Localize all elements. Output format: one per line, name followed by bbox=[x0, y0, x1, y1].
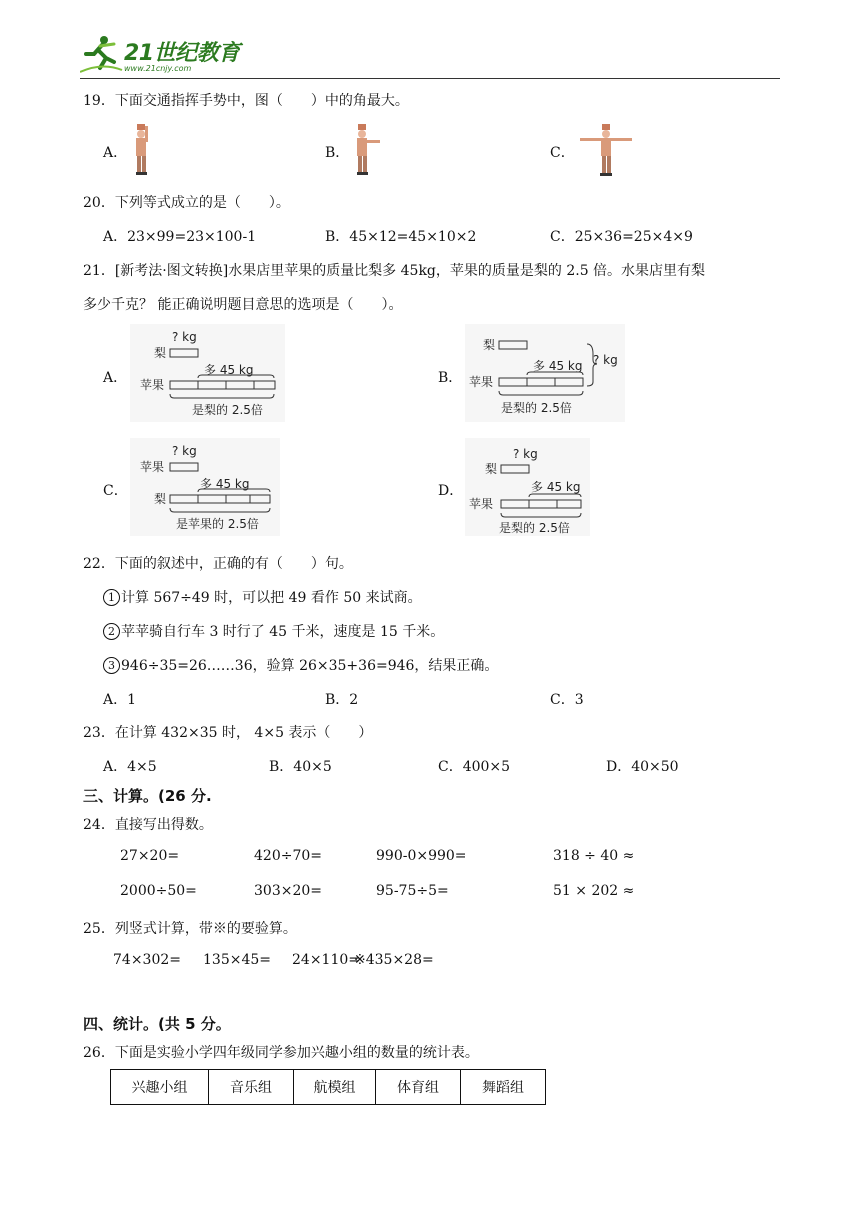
officer-c-icon bbox=[578, 124, 634, 178]
section-3-title: 三、计算。(26 分. bbox=[83, 787, 212, 805]
q22-item-1 bbox=[103, 587, 422, 607]
officer-b-icon bbox=[352, 124, 382, 176]
fig-c-more-label: 多 45 kg bbox=[200, 477, 250, 491]
fig-a-bottom-label: 苹果 bbox=[140, 378, 165, 392]
q22-option-b: B．2 bbox=[325, 692, 359, 708]
table-header-cell: 舞蹈组 bbox=[461, 1070, 546, 1105]
q24-r2-c3: 95-75÷5= bbox=[376, 883, 449, 899]
q21-option-b: B． bbox=[438, 370, 463, 386]
q21-figure-d bbox=[465, 438, 590, 536]
q19-option-b: B． bbox=[325, 145, 350, 161]
q22-item-text: 946÷35=26……36，验算 26×35+36=946，结果正确。 bbox=[121, 658, 499, 674]
header-divider bbox=[80, 78, 780, 79]
q21-figure-b bbox=[465, 324, 625, 422]
q23-stem: 23．在计算 432×35 时， 4×5 表示（ ） bbox=[83, 725, 373, 741]
fig-b-more-label: 多 45 kg bbox=[533, 359, 583, 373]
q24-r2-c2: 303×20= bbox=[254, 883, 322, 899]
table-header-cell: 体育组 bbox=[376, 1070, 461, 1105]
section-4-title: 四、统计。(共 5 分。 bbox=[83, 1015, 231, 1033]
table-row bbox=[111, 1070, 546, 1105]
q21-stem-line1: 21．[新考法·图文转换]水果店里苹果的质量比梨多 45kg，苹果的质量是梨的 2.5 倍。水果店里有梨 bbox=[83, 263, 706, 279]
q20-option-a: A．23×99=23×100-1 bbox=[103, 229, 257, 245]
fig-c-qkg: ? kg bbox=[172, 444, 197, 458]
fig-b-bottom-label: 苹果 bbox=[469, 375, 494, 389]
q22-item-text: 苹苹骑自行车 3 时行了 45 千米，速度是 15 千米。 bbox=[121, 624, 445, 640]
q20-option-c: C．25×36=25×4×9 bbox=[550, 229, 693, 245]
fig-b-times-label: 是梨的 2.5倍 bbox=[501, 401, 572, 415]
table-header-cell: 音乐组 bbox=[209, 1070, 294, 1105]
q25-item-4: ※435×28= bbox=[354, 952, 434, 968]
fig-a-times-label: 是梨的 2.5倍 bbox=[192, 403, 263, 417]
q19-stem: 19．下面交通指挥手势中，图（ ）中的角最大。 bbox=[83, 93, 409, 109]
q21-option-d: D． bbox=[438, 483, 464, 499]
circled-number: 3 bbox=[103, 657, 120, 674]
fig-a-qkg: ? kg bbox=[172, 330, 197, 344]
q23-option-d: D．40×50 bbox=[606, 759, 679, 775]
fig-c-bottom-label: 梨 bbox=[154, 492, 167, 506]
logo-url: www.21cnjy.com bbox=[124, 64, 192, 73]
q19-option-a: A． bbox=[103, 145, 128, 161]
q24-r1-c1: 27×20= bbox=[120, 848, 180, 864]
q22-stem: 22．下面的叙述中，正确的有（ ）句。 bbox=[83, 556, 353, 572]
q25-item-2: 135×45= bbox=[203, 952, 271, 968]
fig-c-times-label: 是苹果的 2.5倍 bbox=[176, 517, 259, 531]
logo-text: 21世纪教育 bbox=[124, 41, 240, 66]
q22-item-text: 计算 567÷49 时，可以把 49 看作 50 来试商。 bbox=[121, 590, 422, 606]
q22-item-2 bbox=[103, 621, 444, 641]
q24-r2-c1: 2000÷50= bbox=[120, 883, 197, 899]
q21-figure-a bbox=[130, 324, 285, 422]
fig-d-more-label: 多 45 kg bbox=[531, 480, 581, 494]
q23-option-c: C．400×5 bbox=[438, 759, 511, 775]
officer-a-icon bbox=[130, 124, 152, 176]
fig-d-times-label: 是梨的 2.5倍 bbox=[499, 521, 570, 535]
fig-b-qkg: ? kg bbox=[593, 353, 618, 367]
q23-option-a: A．4×5 bbox=[103, 759, 157, 775]
q22-option-c: C．3 bbox=[550, 692, 584, 708]
interest-group-table bbox=[110, 1069, 546, 1105]
q20-stem: 20．下列等式成立的是（ ）。 bbox=[83, 195, 290, 211]
circled-number: 1 bbox=[103, 589, 120, 606]
q22-option-a: A．1 bbox=[103, 692, 137, 708]
fig-c-top-label: 苹果 bbox=[140, 460, 165, 474]
q24-r1-c3: 990-0×990= bbox=[376, 848, 467, 864]
fig-d-bottom-label: 苹果 bbox=[469, 497, 494, 511]
q24-stem: 24．直接写出得数。 bbox=[83, 817, 213, 833]
q20-option-b: B．45×12=45×10×2 bbox=[325, 229, 477, 245]
q24-r1-c2: 420÷70= bbox=[254, 848, 322, 864]
q24-r2-c4: 51 × 202 ≈ bbox=[553, 883, 635, 899]
fig-d-top-label: 梨 bbox=[485, 462, 498, 476]
table-header-cell: 兴趣小组 bbox=[111, 1070, 209, 1105]
fig-a-more-label: 多 45 kg bbox=[204, 363, 254, 377]
fig-d-qkg: ? kg bbox=[513, 447, 538, 461]
q25-item-1: 74×302= bbox=[113, 952, 181, 968]
fig-a-top-label: 梨 bbox=[154, 346, 167, 360]
q21-figure-c bbox=[130, 438, 280, 536]
q21-option-a: A． bbox=[103, 370, 128, 386]
fig-b-top-label: 梨 bbox=[483, 338, 496, 352]
circled-number: 2 bbox=[103, 623, 120, 640]
q25-item-3: 24×110= bbox=[292, 952, 360, 968]
q21-option-c: C． bbox=[103, 483, 128, 499]
q22-item-3 bbox=[103, 655, 498, 675]
q21-stem-line2: 多少千克？ 能正确说明题目意思的选项是（ ）。 bbox=[83, 297, 403, 313]
table-header-cell: 航模组 bbox=[294, 1070, 376, 1105]
q24-r1-c4: 318 ÷ 40 ≈ bbox=[553, 848, 635, 864]
site-logo bbox=[80, 30, 250, 78]
q23-option-b: B．40×5 bbox=[269, 759, 332, 775]
q19-option-c: C． bbox=[550, 145, 575, 161]
q25-stem: 25．列竖式计算，带※的要验算。 bbox=[83, 921, 297, 937]
runner-icon bbox=[80, 32, 124, 76]
q26-stem: 26．下面是实验小学四年级同学参加兴趣小组的数量的统计表。 bbox=[83, 1045, 479, 1061]
